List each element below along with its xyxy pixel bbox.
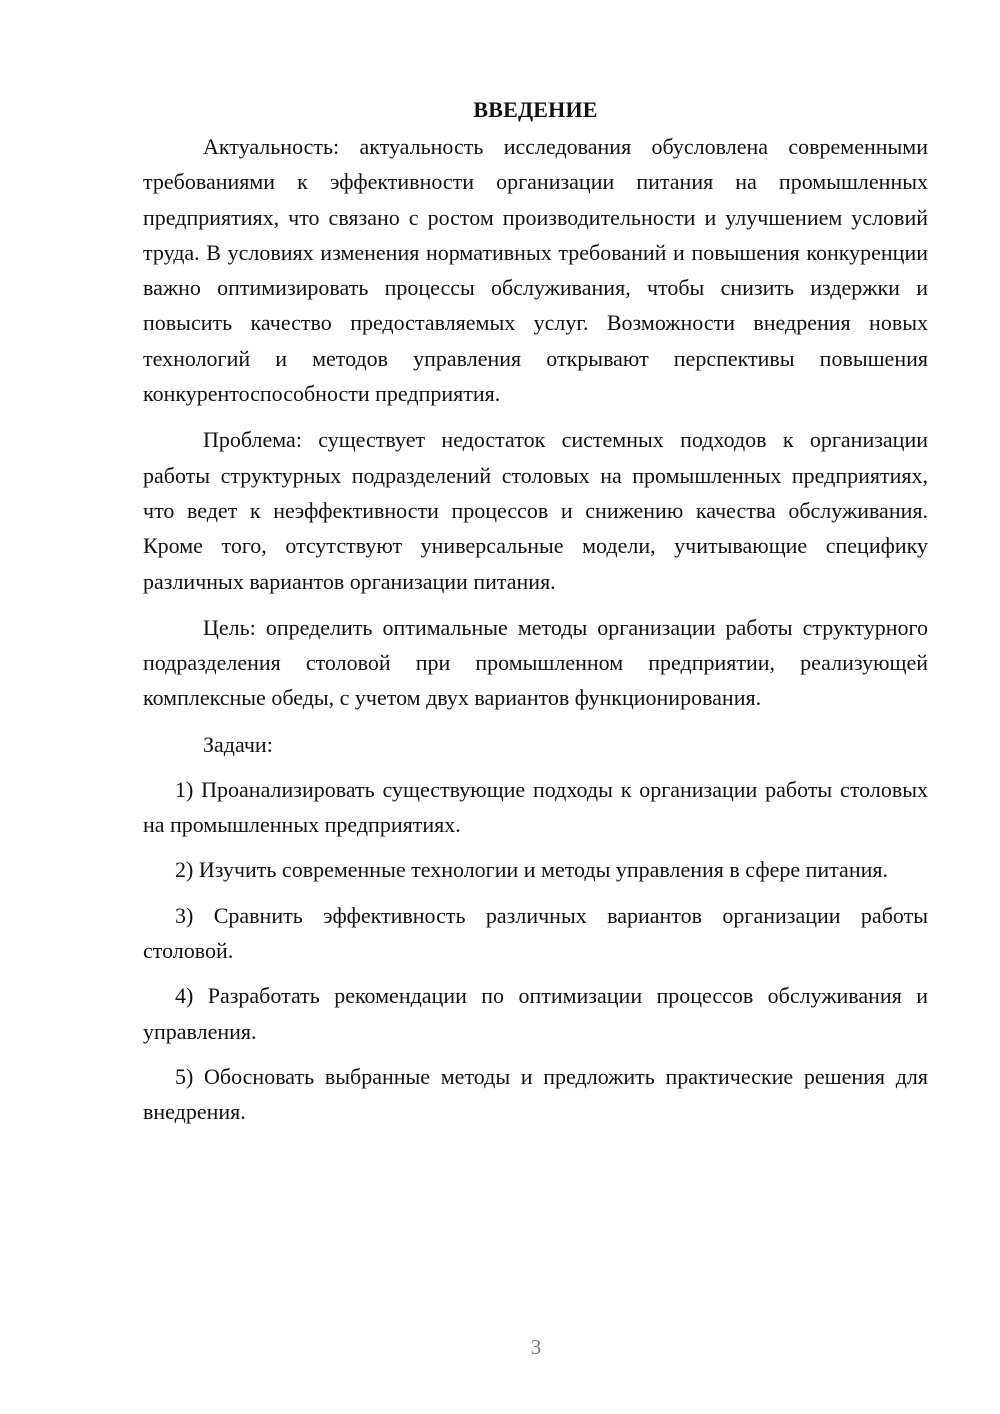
problem-paragraph: Проблема: существует недостаток системных подходов к организации работы структурных подразделений столовых на промышленных предприятиях, что ведет к неэффективности процессов и снижению качества обслуживания. Кроме того, отсутствуют универсальные модели, учитывающие специфику различных вариантов организации питания. — [143, 427, 928, 594]
task-item-3: 3) Сравнить эффективность различных вариантов организации работы столовой. — [143, 902, 928, 963]
task-item-5: 5) Обосновать выбранные методы и предложить практические решения для внедрения. — [143, 1063, 928, 1125]
goal-paragraph: Цель: определить оптимальные методы организации работы структурного подразделения столовой при промышленном предприятии, реализующей комплексные обеды, с учетом двух вариантов функционирования. — [143, 614, 928, 711]
page-number: 3 — [530, 1335, 542, 1359]
task-item-2: 2) Изучить современные технологии и методы управления в сфере питания. — [175, 857, 888, 883]
task-item-1: 1) Проанализировать существующие подходы к организации работы столовых на промышленных предприятиях. — [143, 776, 928, 838]
page-number-footer — [0, 1333, 1000, 1361]
task-item-4: 4) Разработать рекомендации по оптимизации процессов обслуживания и управления. — [143, 983, 928, 1044]
document-body — [143, 92, 928, 1139]
tasks-heading: Задачи: — [203, 731, 273, 757]
section-title: ВВЕДЕНИЕ — [473, 97, 598, 122]
relevance-paragraph: Актуальность: актуальность исследования обусловлена современными требованиями к эффективности организации питания на промышленных предприятиях, что связано с ростом производительности и улучшением условий труда. В условиях изменения нормативных требований и повышения конкуренции важно оптимизировать процессы обслуживания, чтобы снизить издержки и повысить качество предоставляемых услуг. Возможности внедрения новых технологий и методов управления открывают перспективы повышения конкурентоспособности предприятия. — [143, 134, 928, 407]
